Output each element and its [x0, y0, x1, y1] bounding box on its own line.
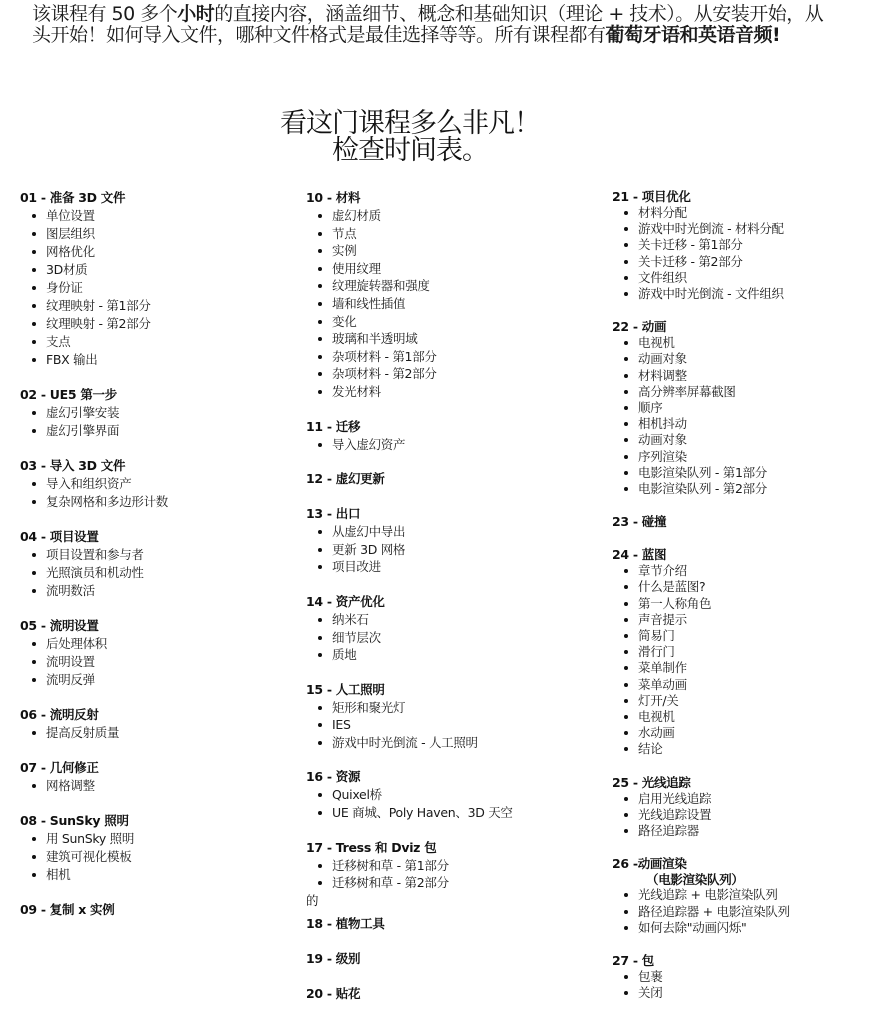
- lesson-item: 序列渲染: [622, 449, 872, 465]
- lesson-item: 光照演员和机动性: [30, 564, 290, 582]
- lesson-item: 电影渲染队列 - 第1部分: [622, 465, 872, 481]
- lesson-item: 菜单动画: [622, 677, 872, 693]
- lesson-item: 材料分配: [622, 205, 872, 221]
- section-title: 02 - UE5 第一步: [20, 387, 117, 402]
- section-subtitle: （电影渲染队列）: [646, 872, 744, 888]
- lesson-item: 身份证: [30, 279, 290, 297]
- lesson-item: 游戏中时光倒流 - 文件组织: [622, 286, 872, 302]
- lesson-item: 文件组织: [622, 270, 872, 286]
- lesson-item: 电视机: [622, 709, 872, 725]
- lesson-item: 如何去除"动画闪烁": [622, 920, 872, 936]
- lesson-item: 导入和组织资产: [30, 475, 290, 493]
- lesson-item: 细节层次: [316, 629, 596, 647]
- lesson-item: 导入虚幻资产: [316, 436, 596, 454]
- lesson-item: 迁移树和草 - 第2部分: [316, 874, 596, 892]
- lesson-item: 光线追踪 + 电影渲染队列: [622, 887, 872, 903]
- schedule-section: [20, 706, 290, 742]
- lesson-item: 杂项材料 - 第2部分: [316, 365, 596, 383]
- lesson-item: 纹理映射 - 第1部分: [30, 297, 290, 315]
- section-title: 05 - 流明设置: [20, 618, 99, 633]
- section-title: 08 - SunSky 照明: [20, 813, 129, 828]
- lesson-item: 章节介绍: [622, 563, 872, 579]
- lesson-item: 变化: [316, 313, 596, 331]
- section-title: 27 - 包: [612, 952, 654, 968]
- lesson-list: [612, 335, 872, 497]
- lesson-list: [306, 207, 596, 401]
- lesson-item: 后处理体积: [30, 635, 290, 653]
- lesson-item: 墙和线性插值: [316, 295, 596, 313]
- lesson-list: [20, 404, 290, 440]
- lesson-item: Quixel桥: [316, 786, 596, 804]
- lesson-item: 包裹: [622, 969, 872, 985]
- section-title: 13 - 出口: [306, 506, 361, 522]
- schedule-section: [306, 593, 596, 664]
- lesson-list: [20, 207, 290, 369]
- lesson-list: [612, 791, 872, 840]
- lesson-list: [306, 786, 596, 821]
- lesson-item: 发光材料: [316, 383, 596, 401]
- section-title: 24 - 蓝图: [612, 547, 667, 563]
- lesson-item: 动画对象: [622, 351, 872, 367]
- lesson-item: 流明设置: [30, 653, 290, 671]
- course-intro: [32, 4, 832, 46]
- schedule-section: [20, 386, 290, 440]
- lesson-item: 声音提示: [622, 612, 872, 628]
- lesson-item: 图层组织: [30, 225, 290, 243]
- lesson-item: IES: [316, 716, 596, 734]
- headline-line-1: 看这门课程多么非凡！: [280, 108, 540, 139]
- lesson-item: 简易门: [622, 628, 872, 644]
- lesson-item: 材料调整: [622, 368, 872, 384]
- lesson-item: 虚幻引擎安装: [30, 404, 290, 422]
- lesson-item: 关卡迁移 - 第2部分: [622, 254, 872, 270]
- lesson-list: [20, 635, 290, 689]
- lesson-list: [612, 969, 872, 1001]
- headline-line-2: 检查时间表。: [332, 135, 488, 166]
- lesson-item: 相机抖动: [622, 416, 872, 432]
- lesson-item: 游戏中时光倒流 - 材料分配: [622, 221, 872, 237]
- lesson-item: 杂项材料 - 第1部分: [316, 348, 596, 366]
- lesson-item: 虚幻材质: [316, 207, 596, 225]
- section-title: 26 -动画渲染: [612, 856, 687, 872]
- lesson-list: [20, 777, 290, 795]
- intro-bold-audio: 葡萄牙语和英语音频!: [605, 24, 781, 46]
- section-title: 14 - 资产优化: [306, 593, 385, 609]
- lesson-item: 光线追踪设置: [622, 807, 872, 823]
- lesson-item: 滑行门: [622, 644, 872, 660]
- lesson-item: 什么是蓝图?: [622, 579, 872, 595]
- lesson-item: 顺序: [622, 400, 872, 416]
- section-title: 21 - 项目优化: [612, 189, 691, 204]
- lesson-list: [612, 563, 872, 757]
- lesson-item: 支点: [30, 333, 290, 351]
- lesson-item: 矩形和聚光灯: [316, 699, 596, 717]
- schedule-column-3: [612, 189, 872, 1018]
- schedule-section: [20, 812, 290, 884]
- lesson-item: 质地: [316, 646, 596, 664]
- section-title: 23 - 碰撞: [612, 514, 667, 530]
- lesson-item: 网格优化: [30, 243, 290, 261]
- lesson-item: 网格调整: [30, 777, 290, 795]
- schedule-section: [20, 617, 290, 689]
- lesson-item: 从虚幻中导出: [316, 523, 596, 541]
- schedule-headline: [240, 110, 580, 164]
- lesson-item: 虚幻引擎界面: [30, 422, 290, 440]
- lesson-item: 游戏中时光倒流 - 人工照明: [316, 734, 596, 752]
- intro-text-1: 该课程有 50 多个: [32, 3, 178, 25]
- lesson-item: 电视机: [622, 335, 872, 351]
- section-title: 10 - 材料: [306, 190, 361, 205]
- lesson-item: 用 SunSky 照明: [30, 830, 290, 848]
- lesson-item: UE 商城、Poly Haven、3D 天空: [316, 804, 596, 822]
- lesson-list: [20, 475, 290, 511]
- lesson-item: 纹理旋转器和强度: [316, 277, 596, 295]
- schedule-section: [20, 189, 290, 369]
- schedule-section: [306, 915, 596, 933]
- schedule-section: [306, 985, 596, 1003]
- lesson-item: 路径追踪器: [622, 823, 872, 839]
- section-title: 04 - 项目设置: [20, 529, 99, 544]
- lesson-item: 菜单制作: [622, 660, 872, 676]
- lesson-item: 流明数活: [30, 582, 290, 600]
- lesson-list: [306, 523, 596, 576]
- lesson-list: [20, 546, 290, 600]
- lesson-item: 迁移树和草 - 第1部分: [316, 857, 596, 875]
- lesson-item: 玻璃和半透明域: [316, 330, 596, 348]
- section-title: 01 - 准备 3D 文件: [20, 190, 126, 205]
- section-title: 16 - 资源: [306, 769, 361, 785]
- section-title: 25 - 光线追踪: [612, 774, 691, 790]
- lesson-item: 建筑可视化模板: [30, 848, 290, 866]
- intro-text-2: 的直接内容，涵盖细节、概念和基础知识（理论 + 技术）。从安装开始，从头开始！如何导入文件，哪种文件格式是最佳选择等等。所有课程都有: [32, 3, 824, 46]
- lesson-item: 使用纹理: [316, 260, 596, 278]
- section-title: 09 - 复制 x 实例: [20, 902, 115, 917]
- schedule-section: [20, 759, 290, 795]
- lesson-list: [20, 724, 290, 742]
- lesson-item: 更新 3D 网格: [316, 541, 596, 559]
- schedule-section: [20, 457, 290, 511]
- lesson-item: FBX 输出: [30, 351, 290, 369]
- section-title: 22 - 动画: [612, 319, 667, 335]
- stray-text: 的: [306, 892, 319, 908]
- lesson-item: 高分辨率屏幕截图: [622, 384, 872, 400]
- lesson-item: 水动画: [622, 725, 872, 741]
- lesson-list: [20, 830, 290, 884]
- lesson-item: 节点: [316, 225, 596, 243]
- lesson-item: 单位设置: [30, 207, 290, 225]
- lesson-item: 相机: [30, 866, 290, 884]
- section-title: 18 - 植物工具: [306, 915, 385, 931]
- lesson-list: [306, 611, 596, 664]
- lesson-item: 关卡迁移 - 第1部分: [622, 237, 872, 253]
- lesson-list: [306, 436, 596, 454]
- lesson-item: 启用光线追踪: [622, 791, 872, 807]
- section-title: 20 - 贴花: [306, 985, 361, 1001]
- schedule-section: [612, 953, 872, 1001]
- lesson-item: 3D材质: [30, 261, 290, 279]
- schedule-section: [306, 470, 596, 488]
- lesson-item: 第一人称角色: [622, 596, 872, 612]
- lesson-list: [306, 699, 596, 752]
- lesson-list: [612, 887, 872, 936]
- schedule-section: [306, 505, 596, 576]
- section-title: 11 - 迁移: [306, 418, 361, 434]
- lesson-item: 实例: [316, 242, 596, 260]
- schedule-column-2: [306, 189, 596, 1020]
- schedule-column-1: [20, 189, 290, 936]
- lesson-item: 关闭: [622, 985, 872, 1001]
- lesson-item: 流明反弹: [30, 671, 290, 689]
- lesson-item: 灯开/关: [622, 693, 872, 709]
- schedule-section: [20, 901, 290, 919]
- lesson-list: [612, 205, 872, 302]
- schedule-section: [306, 768, 596, 821]
- schedule-section: [612, 189, 872, 302]
- lesson-list: [306, 857, 596, 892]
- schedule-section: [612, 775, 872, 840]
- lesson-item: 结论: [622, 741, 872, 757]
- schedule-section: [306, 839, 596, 892]
- schedule-section: [612, 547, 872, 757]
- schedule-section: [612, 319, 872, 497]
- schedule-section: [306, 189, 596, 401]
- schedule-section: [306, 950, 596, 968]
- lesson-item: 纳米石: [316, 611, 596, 629]
- lesson-item: 电影渲染队列 - 第2部分: [622, 481, 872, 497]
- section-title: 19 - 级别: [306, 950, 361, 966]
- section-title: 15 - 人工照明: [306, 681, 385, 697]
- section-title: 03 - 导入 3D 文件: [20, 458, 126, 473]
- intro-bold-hours: 小时: [177, 3, 215, 25]
- lesson-item: 纹理映射 - 第2部分: [30, 315, 290, 333]
- section-title: 12 - 虚幻更新: [306, 471, 385, 487]
- lesson-item: 复杂网格和多边形计数: [30, 493, 290, 511]
- schedule-section: [306, 418, 596, 454]
- lesson-item: 提高反射质量: [30, 724, 290, 742]
- lesson-item: 项目设置和参与者: [30, 546, 290, 564]
- section-title: 06 - 流明反射: [20, 707, 99, 722]
- lesson-item: 路径追踪器 + 电影渲染队列: [622, 904, 872, 920]
- lesson-item: 动画对象: [622, 432, 872, 448]
- lesson-item: 项目改进: [316, 558, 596, 576]
- schedule-section: [612, 856, 872, 936]
- section-title: 17 - Tress 和 Dviz 包: [306, 839, 437, 855]
- schedule-section: [306, 681, 596, 752]
- schedule-section: [20, 528, 290, 600]
- section-title: 07 - 几何修正: [20, 760, 99, 775]
- schedule-section: [612, 514, 872, 530]
